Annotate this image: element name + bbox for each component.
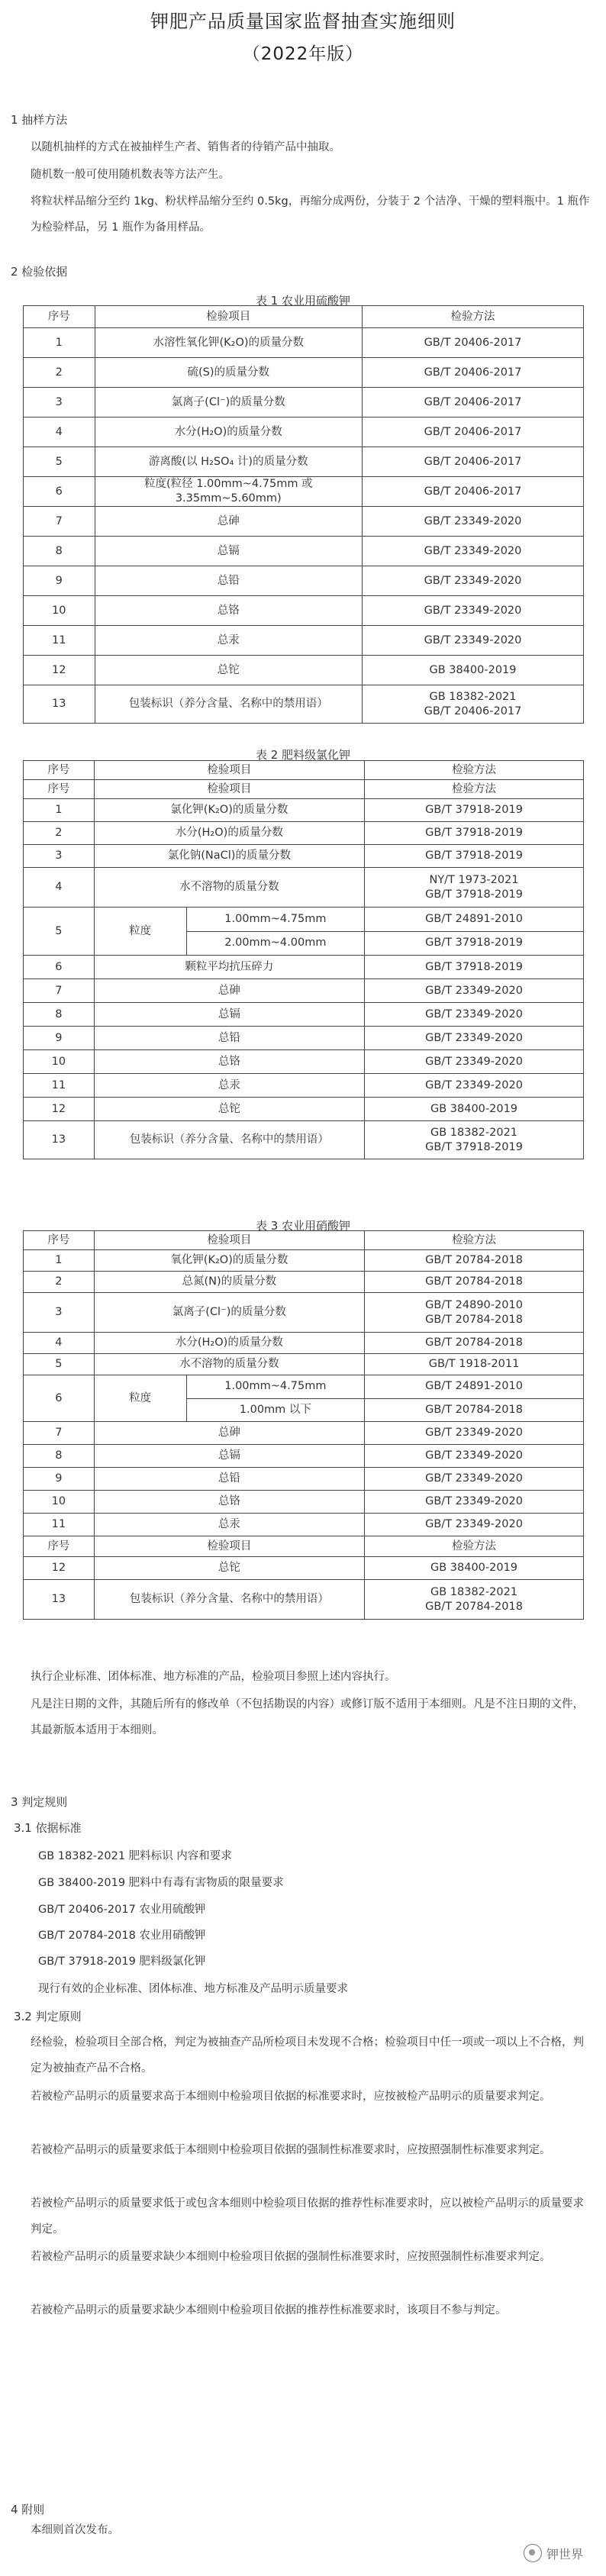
standard-item: 现行有效的企业标准、团体标准、地方标准及产品明示质量要求 (38, 1983, 348, 1995)
row-item: 水不溶物的质量分数 (94, 1354, 364, 1375)
row-no: 8 (24, 1003, 95, 1027)
document-subtitle: （2022年版） (242, 44, 364, 64)
row-item: 水分(H₂O)的质量分数 (94, 822, 364, 845)
row-method (365, 1293, 584, 1333)
section-1-para-2: 随机数一般可使用随机数表等方法产生。 (31, 169, 230, 181)
row-no: 4 (24, 418, 95, 447)
row-item: 总铬 (94, 1050, 364, 1074)
header-method: 检验方法 (365, 1231, 584, 1250)
header-no: 序号 (24, 1536, 95, 1557)
rule-para-6: 若被检产品明示的质量要求缺少本细则中检验项目依据的推荐性标准要求时，该项目不参与判定。 (31, 2304, 507, 2316)
table-row (24, 566, 584, 596)
granularity-size: 1.00mm~4.75mm (187, 1375, 364, 1399)
row-no: 1 (24, 799, 95, 822)
table-1 (23, 305, 584, 724)
table-2-caption: 表 2 肥料级氯化钾 (255, 748, 351, 762)
table-header-row (24, 761, 584, 780)
method-line: GB/T 37918-2019 (425, 888, 523, 901)
row-item: 包装标识（养分含量、名称中的禁用语） (95, 685, 362, 724)
row-no: 12 (24, 1557, 95, 1580)
header-item: 检验项目 (95, 306, 362, 328)
header-item: 检验项目 (94, 780, 364, 799)
row-method: GB/T 20784-2018 (365, 1272, 584, 1293)
row-method: GB/T 37918-2019 (365, 845, 584, 868)
row-item: 总镉 (94, 1003, 364, 1027)
table-row (24, 1445, 584, 1468)
row-no: 7 (24, 979, 95, 1003)
row-no: 6 (24, 956, 95, 979)
row-method: GB/T 20406-2017 (362, 358, 583, 388)
row-no: 6 (24, 1375, 95, 1422)
row-method: GB/T 23349-2020 (362, 537, 583, 566)
row-method: GB/T 23349-2020 (365, 979, 584, 1003)
row-no: 9 (24, 566, 95, 596)
table-row (24, 1491, 584, 1514)
header-no: 序号 (24, 761, 95, 780)
row-method (365, 1375, 584, 1422)
table-row (24, 1468, 584, 1491)
granularity-label: 粒度 (95, 908, 187, 955)
row-item (94, 908, 364, 956)
row-method: GB/T 20784-2018 (365, 1333, 584, 1354)
row-item: 水不溶物的质量分数 (94, 868, 364, 908)
method-line: NY/T 1973-2021 (429, 873, 519, 886)
subsection-3-1: 3.1 依据标准 (14, 1821, 82, 1835)
row-item: 总汞 (95, 626, 362, 656)
header-method: 检验方法 (365, 761, 584, 780)
method-line: GB/T 20784-2018 (425, 1600, 523, 1613)
row-method: GB/T 37918-2019 (365, 799, 584, 822)
row-no: 13 (24, 685, 95, 724)
row-item: 总汞 (94, 1074, 364, 1098)
row-method: GB/T 23349-2020 (365, 1027, 584, 1050)
table-1-caption: 表 1 农业用硫酸钾 (255, 294, 351, 308)
table-2 (23, 760, 584, 1159)
table-row (24, 1003, 584, 1027)
row-no: 9 (24, 1468, 95, 1491)
watermark (524, 2544, 583, 2562)
table-row (24, 1098, 584, 1121)
standard-item: GB 38400-2019 肥料中有毒有害物质的限量要求 (38, 1877, 284, 1889)
note-para-2: 凡是注日期的文件，其随后所有的修改单（不包括勘误的内容）或修订版不适用于本细则。凡是不注日期的文件，其最新版本适用于本细则。 (31, 1698, 584, 1736)
row-no: 10 (24, 1491, 95, 1514)
subsection-3-2: 3.2 判定原则 (14, 2010, 82, 2023)
row-item: 总砷 (94, 979, 364, 1003)
row-method: GB/T 20784-2018 (365, 1250, 584, 1272)
row-item: 总汞 (94, 1514, 364, 1536)
header-method: 检验方法 (365, 780, 584, 799)
row-no: 2 (24, 358, 95, 388)
table-row (24, 908, 584, 956)
table-row (24, 1580, 584, 1620)
row-item: 总铊 (94, 1557, 364, 1580)
table-row (24, 656, 584, 685)
table-header-row (24, 306, 584, 328)
row-no: 7 (24, 507, 95, 537)
row-no: 11 (24, 1074, 95, 1098)
granularity-label: 粒度 (95, 1375, 187, 1421)
row-method (365, 1121, 584, 1159)
table-row (24, 388, 584, 418)
row-no: 10 (24, 596, 95, 626)
row-method: GB/T 23349-2020 (365, 1445, 584, 1468)
method-line: GB 18382-2021 (429, 690, 517, 703)
row-no: 8 (24, 537, 95, 566)
rule-para-3: 若被检产品明示的质量要求低于本细则中检验项目依据的强制性标准要求时，应按照强制性标准要求判定。 (31, 2144, 551, 2156)
row-method (365, 868, 584, 908)
row-item: 总铅 (94, 1027, 364, 1050)
row-method: GB/T 23349-2020 (365, 1003, 584, 1027)
row-item: 硫(S)的质量分数 (95, 358, 362, 388)
row-item: 颗粒平均抗压碎力 (94, 956, 364, 979)
row-no: 5 (24, 1354, 95, 1375)
row-no: 13 (24, 1580, 95, 1620)
header-item: 检验项目 (94, 761, 364, 780)
row-method: GB/T 23349-2020 (365, 1514, 584, 1536)
standard-item: GB/T 37918-2019 肥料级氯化钾 (38, 1955, 206, 1968)
row-no: 3 (24, 388, 95, 418)
row-item: 总镉 (94, 1445, 364, 1468)
row-method: GB 38400-2019 (362, 656, 583, 685)
standard-item: GB/T 20406-2017 农业用硫酸钾 (38, 1904, 206, 1916)
row-item: 水分(H₂O)的质量分数 (95, 418, 362, 447)
row-item: 总氮(N)的质量分数 (94, 1272, 364, 1293)
table-row (24, 822, 584, 845)
row-item: 氧化钾(K₂O)的质量分数 (94, 1250, 364, 1272)
header-method: 检验方法 (362, 306, 583, 328)
standard-item: GB/T 20784-2018 农业用硝酸钾 (38, 1930, 206, 1942)
row-item: 水分(H₂O)的质量分数 (94, 1333, 364, 1354)
row-item: 包装标识（养分含量、名称中的禁用语） (94, 1121, 364, 1159)
row-method: GB/T 37918-2019 (365, 956, 584, 979)
table-header-row (24, 1231, 584, 1250)
row-no: 9 (24, 1027, 95, 1050)
method-line: GB/T 20784-2018 (425, 1403, 523, 1416)
method-line: GB 18382-2021 (430, 1126, 518, 1139)
row-no: 12 (24, 656, 95, 685)
table-row (24, 1293, 584, 1333)
table-3 (23, 1230, 584, 1620)
row-item: 氯化钠(NaCl)的质量分数 (94, 845, 364, 868)
table-row (24, 1050, 584, 1074)
method-line: GB/T 37918-2019 (425, 1140, 523, 1153)
row-method (362, 685, 583, 724)
table-3-caption: 表 3 农业用硝酸钾 (255, 1219, 351, 1233)
row-no: 1 (24, 328, 95, 358)
row-method: GB 38400-2019 (365, 1098, 584, 1121)
row-method: GB/T 20406-2017 (362, 418, 583, 447)
table-row (24, 1514, 584, 1536)
standard-item: GB 18382-2021 肥料标识 内容和要求 (38, 1850, 232, 1862)
row-method: GB/T 23349-2020 (362, 596, 583, 626)
rule-para-5: 若被检产品明示的质量要求缺少本细则中检验项目依据的强制性标准要求时，应按照强制性标准要求判定。 (31, 2251, 551, 2263)
table-row (24, 1074, 584, 1098)
row-item (94, 1375, 364, 1422)
row-method: GB/T 20406-2017 (362, 447, 583, 477)
table-row (24, 1354, 584, 1375)
section-2-heading: 2 检验依据 (11, 265, 68, 279)
method-line: GB/T 24890-2010 (425, 1298, 523, 1311)
row-item: 总铬 (95, 596, 362, 626)
row-no: 1 (24, 1250, 95, 1272)
row-item: 总铅 (94, 1468, 364, 1491)
method-line: GB/T 24891-2010 (365, 1375, 583, 1399)
table-row (24, 477, 584, 507)
table-row (24, 956, 584, 979)
table-row (24, 1375, 584, 1422)
row-method: GB/T 20406-2017 (362, 328, 583, 358)
note-para-1: 执行企业标准、团体标准、地方标准的产品，检验项目参照上述内容执行。 (31, 1671, 396, 1683)
row-no: 3 (24, 845, 95, 868)
granularity-size: 2.00mm~4.00mm (224, 937, 327, 949)
row-item: 粒度(粒径 1.00mm~4.75mm 或 3.35mm~5.60mm) (95, 477, 362, 507)
table-row (24, 626, 584, 656)
table-row (24, 799, 584, 822)
row-method: GB/T 23349-2020 (362, 507, 583, 537)
row-item: 氯化钾(K₂O)的质量分数 (94, 799, 364, 822)
table-row (24, 1121, 584, 1159)
table-row (24, 537, 584, 566)
row-item: 氯离子(Cl⁻)的质量分数 (95, 388, 362, 418)
row-method: GB/T 23349-2020 (362, 566, 583, 596)
row-no: 13 (24, 1121, 95, 1159)
header-no: 序号 (24, 306, 95, 328)
row-method: GB/T 23349-2020 (365, 1491, 584, 1514)
table-row (24, 845, 584, 868)
row-no: 4 (24, 868, 95, 908)
row-item: 总铊 (95, 656, 362, 685)
method-line: GB/T 20784-2018 (425, 1313, 523, 1326)
row-method (365, 1580, 584, 1620)
row-method (365, 908, 584, 956)
row-item: 总铊 (94, 1098, 364, 1121)
row-no: 7 (24, 1422, 95, 1445)
row-method: GB/T 23349-2020 (365, 1422, 584, 1445)
row-no: 6 (24, 477, 95, 507)
row-no: 12 (24, 1098, 95, 1121)
row-no: 5 (24, 447, 95, 477)
table-row (24, 328, 584, 358)
row-item: 总铅 (95, 566, 362, 596)
table-row (24, 358, 584, 388)
method-line: GB 18382-2021 (430, 1585, 518, 1598)
section-3-heading: 3 判定规则 (11, 1795, 68, 1809)
header-item: 检验项目 (94, 1536, 364, 1557)
section-1-para-3: 将粒状样品缩分至约 1kg、粉状样品缩分至约 0.5kg，再缩分成两份，分装于 2 个洁净、干燥的塑料瓶中。1 瓶作为检验样品，另 1 瓶作为备用样品。 (31, 195, 590, 234)
row-method: GB/T 23349-2020 (365, 1468, 584, 1491)
table-row (24, 1250, 584, 1272)
row-item: 包装标识（养分含量、名称中的禁用语） (94, 1580, 364, 1620)
row-method: GB/T 20406-2017 (362, 388, 583, 418)
granularity-size: 1.00mm 以下 (239, 1403, 311, 1416)
table-row (24, 507, 584, 537)
row-method: GB/T 37918-2019 (365, 822, 584, 845)
table-row (24, 1272, 584, 1293)
method-line: GB/T 24891-2010 (365, 908, 583, 932)
table-row (24, 1557, 584, 1580)
table-row (24, 418, 584, 447)
table-row (24, 1027, 584, 1050)
document-title: 钾肥产品质量国家监督抽查实施细则 (150, 11, 456, 32)
row-no: 11 (24, 626, 95, 656)
row-item: 氯离子(Cl⁻)的质量分数 (94, 1293, 364, 1333)
row-no: 5 (24, 908, 95, 956)
row-method: GB/T 20406-2017 (362, 477, 583, 507)
row-no: 2 (24, 1272, 95, 1293)
row-item: 总砷 (94, 1422, 364, 1445)
section-4-para: 本细则首次发布。 (31, 2524, 119, 2536)
header-item: 检验项目 (94, 1231, 364, 1250)
section-1-heading: 1 抽样方法 (11, 113, 68, 127)
table-row (24, 1333, 584, 1354)
rule-para-2: 若被检产品明示的质量要求高于本细则中检验项目依据的标准要求时，应按被检产品明示的质量要求判定。 (31, 2091, 551, 2103)
table-header-row (24, 780, 584, 799)
section-4-heading: 4 附则 (11, 2503, 45, 2516)
table-header-row (24, 1536, 584, 1557)
method-line: GB/T 37918-2019 (425, 937, 523, 949)
row-no: 3 (24, 1293, 95, 1333)
row-method: GB/T 23349-2020 (365, 1074, 584, 1098)
row-method: GB/T 23349-2020 (365, 1050, 584, 1074)
header-no: 序号 (24, 780, 95, 799)
row-item: 游离酸(以 H₂SO₄ 计)的质量分数 (95, 447, 362, 477)
row-method: GB 38400-2019 (365, 1557, 584, 1580)
header-method: 检验方法 (365, 1536, 584, 1557)
watermark-text: 钾世界 (546, 2546, 583, 2561)
row-no: 2 (24, 822, 95, 845)
row-item: 总砷 (95, 507, 362, 537)
table-row (24, 596, 584, 626)
table-row (24, 868, 584, 908)
table-row (24, 685, 584, 724)
table-row (24, 979, 584, 1003)
row-item: 水溶性氧化钾(K₂O)的质量分数 (95, 328, 362, 358)
row-no: 10 (24, 1050, 95, 1074)
rule-para-4: 若被检产品明示的质量要求低于或包含本细则中检验项目依据的推荐性标准要求时，应以被检产品明示的质量要求判定。 (31, 2197, 584, 2236)
rule-para-1: 经检验，检验项目全部合格，判定为被抽查产品所检项目未发现不合格；检验项目中任一项或一项以上不合格，判定为被抽查产品不合格。 (31, 2036, 584, 2075)
table-row (24, 447, 584, 477)
row-no: 4 (24, 1333, 95, 1354)
row-method: GB/T 23349-2020 (362, 626, 583, 656)
granularity-size: 1.00mm~4.75mm (187, 908, 364, 932)
row-item: 总镉 (95, 537, 362, 566)
table-row (24, 1422, 584, 1445)
row-method: GB/T 1918-2011 (365, 1354, 584, 1375)
row-item: 总铬 (94, 1491, 364, 1514)
header-no: 序号 (24, 1231, 95, 1250)
method-line: GB/T 20406-2017 (424, 704, 522, 717)
row-no: 8 (24, 1445, 95, 1468)
row-no: 11 (24, 1514, 95, 1536)
section-1-para-1: 以随机抽样的方式在被抽样生产者、销售者的待销产品中抽取。 (31, 141, 340, 153)
wechat-icon (524, 2544, 542, 2562)
